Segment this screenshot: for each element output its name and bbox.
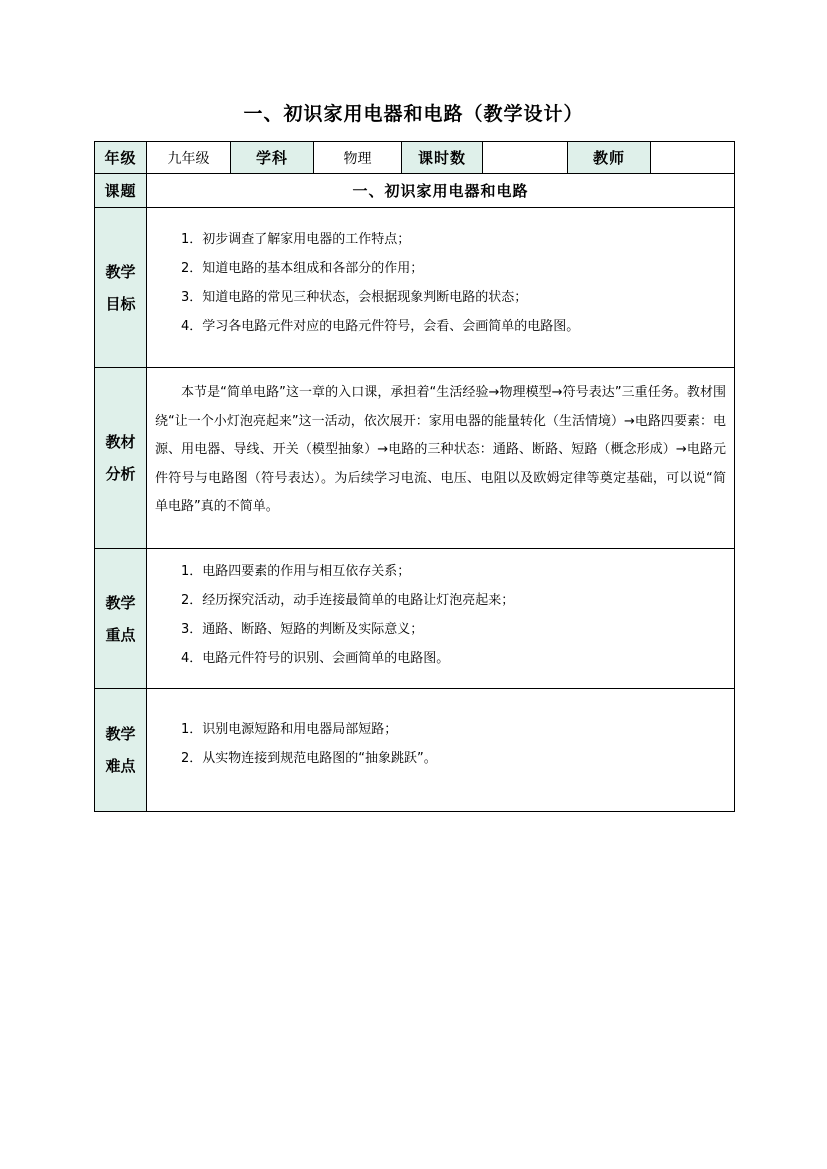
analysis-paragraph: 本节是“简单电路”这一章的入口课，承担着“生活经验→物理模型→符号表达”三重任务。教材围绕“让一个小灯泡亮起来”这一活动，依次展开：家用电器的能量转化（生活情境）→电路四要素：电源、用电器、导线、开关（模型抽象）→电路的三种状态：通路、断路、短路（概念形成）→电路元件符号与电路图（符号表达）。为后续学习电流、电压、电阻以及欧姆定律等奠定基础，可以说“简单电路”真的不简单。 xyxy=(155,385,726,514)
list-item: 1．识别电源短路和用电器局部短路； xyxy=(181,722,398,737)
objectives-row xyxy=(95,208,735,368)
hours-label: 课时数 xyxy=(402,142,483,174)
difficulties-content xyxy=(147,689,735,812)
analysis-content xyxy=(147,368,735,549)
hours-value xyxy=(483,142,568,174)
key-points-label-line1: 教学 xyxy=(105,593,136,612)
difficulties-list xyxy=(181,715,724,773)
list-item: 3．知道电路的常见三种状态，会根据现象判断电路的状态； xyxy=(181,290,528,305)
topic-value: 一、初识家用电器和电路 xyxy=(147,174,735,208)
analysis-label xyxy=(95,368,147,549)
key-points-list xyxy=(181,557,724,673)
difficulties-row xyxy=(95,689,735,812)
list-item: 4．电路元件符号的识别、会画简单的电路图。 xyxy=(181,651,450,666)
lesson-plan-table xyxy=(94,141,735,812)
difficulties-label xyxy=(95,689,147,812)
difficulties-label-line1: 教学 xyxy=(105,725,136,743)
list-item: 2．经历探究活动，动手连接最简单的电路让灯泡亮起来； xyxy=(181,593,515,608)
objectives-content xyxy=(147,208,735,368)
list-item: 2．从实物连接到规范电路图的“抽象跳跃”。 xyxy=(181,751,437,766)
grade-value: 九年级 xyxy=(147,142,231,174)
topic-label: 课题 xyxy=(95,174,147,208)
analysis-label-line2: 分析 xyxy=(105,465,136,483)
objectives-label-line1: 教学 xyxy=(105,262,136,281)
header-row xyxy=(95,142,735,174)
teacher-value xyxy=(651,142,735,174)
page-title: 一、初识家用电器和电路（教学设计） xyxy=(243,103,584,125)
key-points-label xyxy=(95,549,147,689)
teacher-label: 教师 xyxy=(568,142,651,174)
list-item: 3．通路、断路、短路的判断及实际意义； xyxy=(181,622,424,637)
objectives-label xyxy=(95,208,147,368)
key-points-row xyxy=(95,549,735,689)
objectives-list xyxy=(181,225,724,341)
topic-row xyxy=(95,174,735,208)
objectives-label-line2: 目标 xyxy=(105,294,136,313)
list-item: 1．电路四要素的作用与相互依存关系； xyxy=(181,564,411,579)
list-item: 2．知道电路的基本组成和各部分的作用； xyxy=(181,261,424,276)
analysis-row xyxy=(95,368,735,549)
key-points-label-line2: 重点 xyxy=(105,625,136,644)
grade-label: 年级 xyxy=(95,142,147,174)
difficulties-label-line2: 难点 xyxy=(105,757,136,775)
analysis-label-line1: 教材 xyxy=(105,433,136,451)
key-points-content xyxy=(147,549,735,689)
subject-value: 物理 xyxy=(314,142,402,174)
list-item: 4．学习各电路元件对应的电路元件符号，会看、会画简单的电路图。 xyxy=(181,319,580,334)
subject-label: 学科 xyxy=(231,142,314,174)
list-item: 1．初步调查了解家用电器的工作特点； xyxy=(181,232,411,247)
